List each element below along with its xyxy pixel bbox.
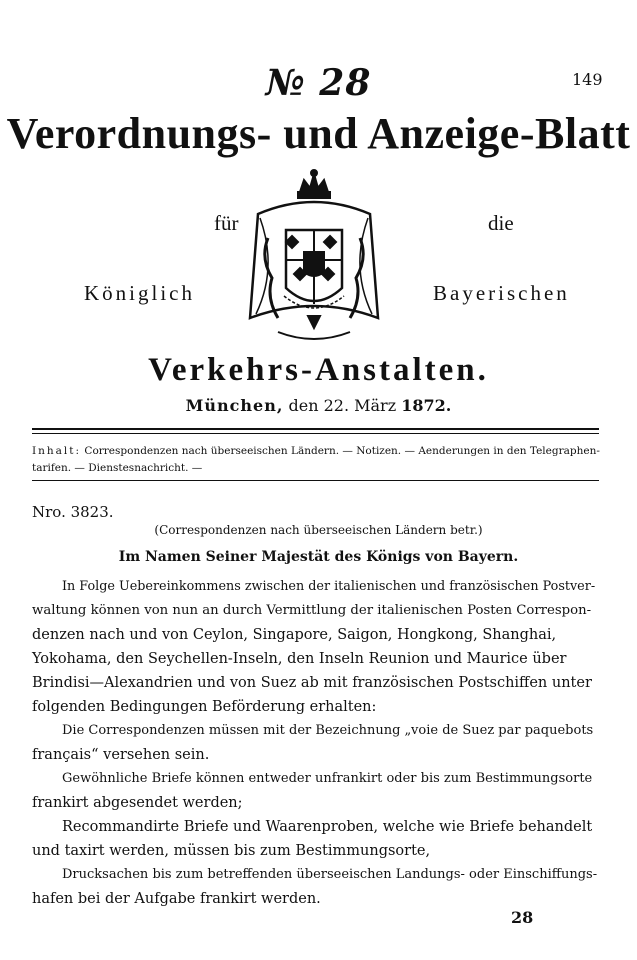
contents-text-1: Correspondenzen nach überseeischen Ländern. — Notizen. — Aenderungen in den Telegraphen- (84, 445, 600, 457)
body-line: Die Correspondenzen müssen mit der Bezeichnung „voie de Suez par paquebots (62, 723, 594, 738)
divider-top-thin (32, 433, 599, 434)
contents-label: Inhalt: (32, 445, 82, 457)
word-die: die (488, 211, 514, 235)
word-fuer: für (214, 211, 239, 235)
body-line: denzen nach und von Ceylon, Singapore, Saigon, Hongkong, Shanghai, (32, 627, 557, 643)
ordinance-caption: (Correspondenzen nach überseeischen Ländern betr.) (154, 523, 483, 537)
in-the-name-heading: Im Namen Seiner Majestät des Königs von Bayern. (118, 549, 519, 565)
body-line: Gewöhnliche Briefe können entweder unfrankirt oder bis zum Bestimmungsorte (62, 771, 593, 786)
body-line: Recommandirte Briefe und Waarenproben, welche wie Briefe behandelt (62, 819, 593, 835)
body-line: français“ versehen sein. (32, 747, 210, 763)
page-number: 149 (572, 70, 603, 89)
body-line: und taxirt werden, müssen bis zum Bestimmungsorte, (32, 843, 431, 859)
masthead-title: Verordnungs- und Anzeige-Blatt (6, 109, 631, 158)
dateline (0, 396, 637, 415)
subtitle: Verkehrs-Anstalten. (148, 352, 489, 388)
body-line: Drucksachen bis zum betreffenden überseeischen Landungs- oder Einschiffungs- (62, 867, 598, 882)
word-koeniglich: Königlich (84, 281, 195, 305)
body-line: Brindisi—Alexandrien und von Suez ab mit französischen Postschiffen unter (32, 675, 592, 691)
ordinance-number: Nro. 3823. (32, 503, 114, 521)
divider-top (32, 428, 599, 430)
body-line: Yokohama, den Seychellen-Inseln, den Inseln Reunion und Maurice über (32, 651, 567, 667)
table-of-contents (32, 443, 602, 477)
signature-mark: 28 (511, 908, 534, 927)
word-bayerischen: Bayerischen (433, 281, 570, 305)
body-line: folgenden Bedingungen Beförderung erhalten: (32, 699, 377, 715)
divider-contents (32, 480, 599, 481)
body-line: frankirt abgesendet werden; (32, 795, 243, 811)
date-day: den 22. März (288, 396, 397, 415)
body-line: waltung können von nun an durch Vermittlung der italienischen Posten Correspon- (32, 603, 592, 618)
contents-line-1 (32, 443, 602, 460)
date-city: München, (185, 396, 284, 415)
date-year: 1872. (401, 396, 452, 415)
contents-line-2: tarifen. — Dienstesnachricht. — (32, 462, 203, 474)
issue-number: № 28 (265, 62, 372, 104)
body-line: In Folge Uebereinkommens zwischen der italienischen und französischen Postver- (62, 579, 596, 594)
body-line: hafen bei der Aufgabe frankirt werden. (32, 891, 321, 907)
coat-of-arms-icon (238, 168, 390, 352)
